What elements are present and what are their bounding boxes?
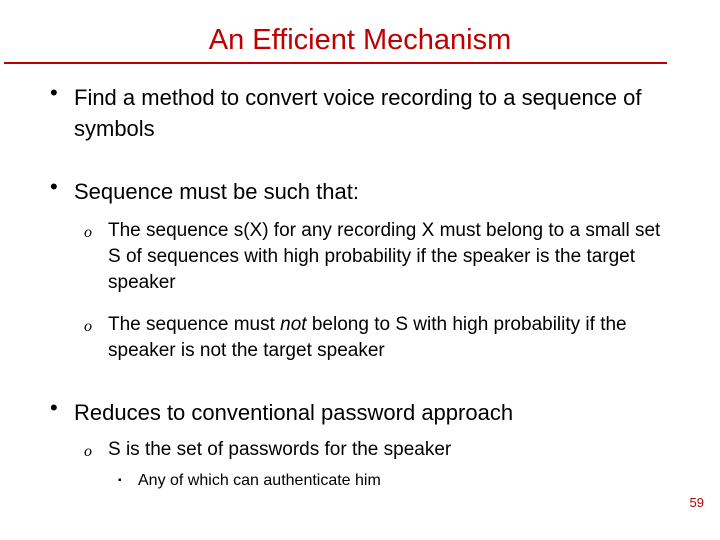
sub-bullet-text-end: belong to S with high probability if the speaker is not the target speaker [108, 314, 627, 361]
sub-sub-bullet-item [118, 470, 658, 492]
sub-bullet-text: S is the set of passwords for the speaker [108, 439, 452, 460]
sub-bullet-marker-icon: o [84, 443, 92, 460]
bullet-item [50, 176, 670, 207]
slide-title: An Efficient Mechanism [208, 24, 512, 56]
sub-bullet-item [84, 218, 674, 296]
sub-bullet-text [108, 312, 674, 364]
emphasis-not: not [280, 314, 307, 335]
sub-sub-bullet-text: Any of which can authenticate him [138, 472, 381, 489]
bullet-text: Reduces to conventional password approach [74, 400, 514, 425]
sub-bullet-marker-icon: o [84, 224, 92, 241]
bullet-text: Sequence must be such that: [74, 179, 359, 204]
square-bullet-icon: ▪ [118, 475, 122, 486]
bullet-dot-icon: • [50, 395, 58, 420]
sub-bullet-text-start: The sequence must [108, 314, 281, 335]
bullet-item [50, 82, 670, 144]
page-number: 59 [689, 495, 704, 510]
sub-bullet-item [84, 437, 674, 463]
sub-bullet-text: The sequence s(X) for any recording X must belong to a small set S of sequences with high probability if the speaker is the target speaker [108, 220, 661, 293]
bullet-dot-icon: • [50, 174, 58, 199]
sub-bullet-item [84, 312, 674, 364]
sub-bullet-marker-icon: o [84, 318, 92, 335]
bullet-item [50, 397, 670, 428]
bullet-text: Find a method to convert voice recording to a sequence of symbols [74, 85, 642, 141]
title-underline [4, 62, 667, 64]
bullet-dot-icon: • [50, 80, 58, 105]
